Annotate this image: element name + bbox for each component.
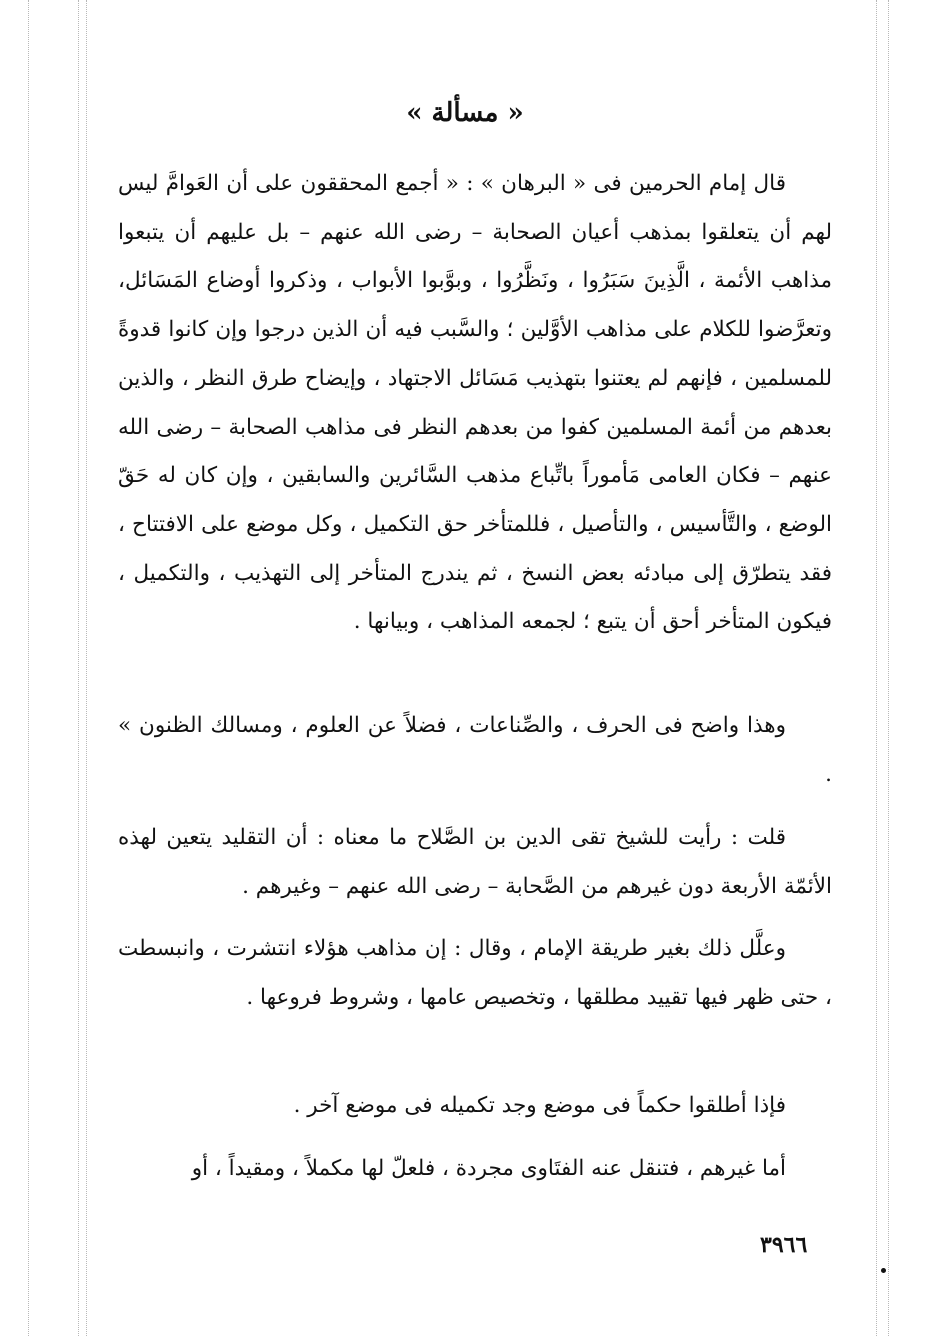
- paragraph-6: أما غيرهم ، فتنقل عنه الفتَاوى مجردة ، فلعلّ لها مكملاً ، ومقيداً ، أو: [191, 1156, 786, 1181]
- scan-dot: [881, 1268, 886, 1273]
- page-number: ٣٩٦٦: [760, 1232, 808, 1258]
- scan-artifact-line: [876, 0, 877, 1336]
- scan-artifact-line: [28, 0, 29, 1336]
- paragraph-4: وعلَّل ذلك بغير طريقة الإمام ، وقال : إن مذاهب هؤلاء انتشرت ، وانبسطت ، حتى ظهر فيها تقييد مطلقها ، وتخصيص عامها ، وشروط فروعها .: [118, 936, 832, 1010]
- paragraph-1: قال إمام الحرمين فى « البرهان » : « أجمع المحققون على أن العَوامَّ ليس لهم أن يتعلقوا بمذهب أعيان الصحابة – رضى الله عنهم – بل عليهم أن يتبعوا مذاهب الأئمة ، الَّذِينَ سَبَرُوا ، ونَظَّرُوا ، وبوَّبوا الأبواب ، وذكروا أوضاع المَسَائل، وتعرَّضوا للكلام على مذاهب الأوَّلين ؛ والسَّبب فيه أن الذين درجوا وإن كانوا قدوةً للمسلمين ، فإنهم لم يعتنوا بتهذيب مَسَائل الاجتهاد ، وإيضاح طرق النظر ، والذين بعدهم من أئمة المسلمين كفوا من بعدهم النظر فى مذاهب الصحابة – رضى الله عنهم – فكان العامى مَأموراً باتِّباع مذهب السَّائرين والسابقين ، وإن كان له حَقّ الوضع ، والتَّأسيس ، والتأصيل ، فللمتأخر حق التكميل ، وكل موضع على الافتتاح ، فقد يتطرّق إلى مبادئه بعض النسخ ، ثم يندرج المتأخر إلى التهذيب ، والتكميل ، فيكون المتأخر أحق أن يتبع ؛ لجمعه المذاهب ، وبيانها .: [118, 171, 832, 635]
- paragraph-5: فإذا أطلقوا حكماً فى موضع وجد تكميله فى موضع آخر .: [293, 1093, 786, 1118]
- scan-artifact-line: [888, 0, 889, 1336]
- paragraph-3: قلت : رأيت للشيخ تقى الدين بن الصَّلاح ما معناه : أن التقليد يتعين لهذه الأئمّة الأربعة دون غيرهم من الصَّحابة – رضى الله عنهم – وغيرهم .: [118, 825, 832, 899]
- paragraph-2: وهذا واضح فى الحرف ، والصِّناعات ، فضلاً عن العلوم ، ومسالك الظنون » .: [118, 713, 832, 787]
- section-title: « مسألة »: [406, 98, 524, 128]
- scan-artifact-line: [78, 0, 79, 1336]
- scan-artifact-line: [86, 0, 87, 1336]
